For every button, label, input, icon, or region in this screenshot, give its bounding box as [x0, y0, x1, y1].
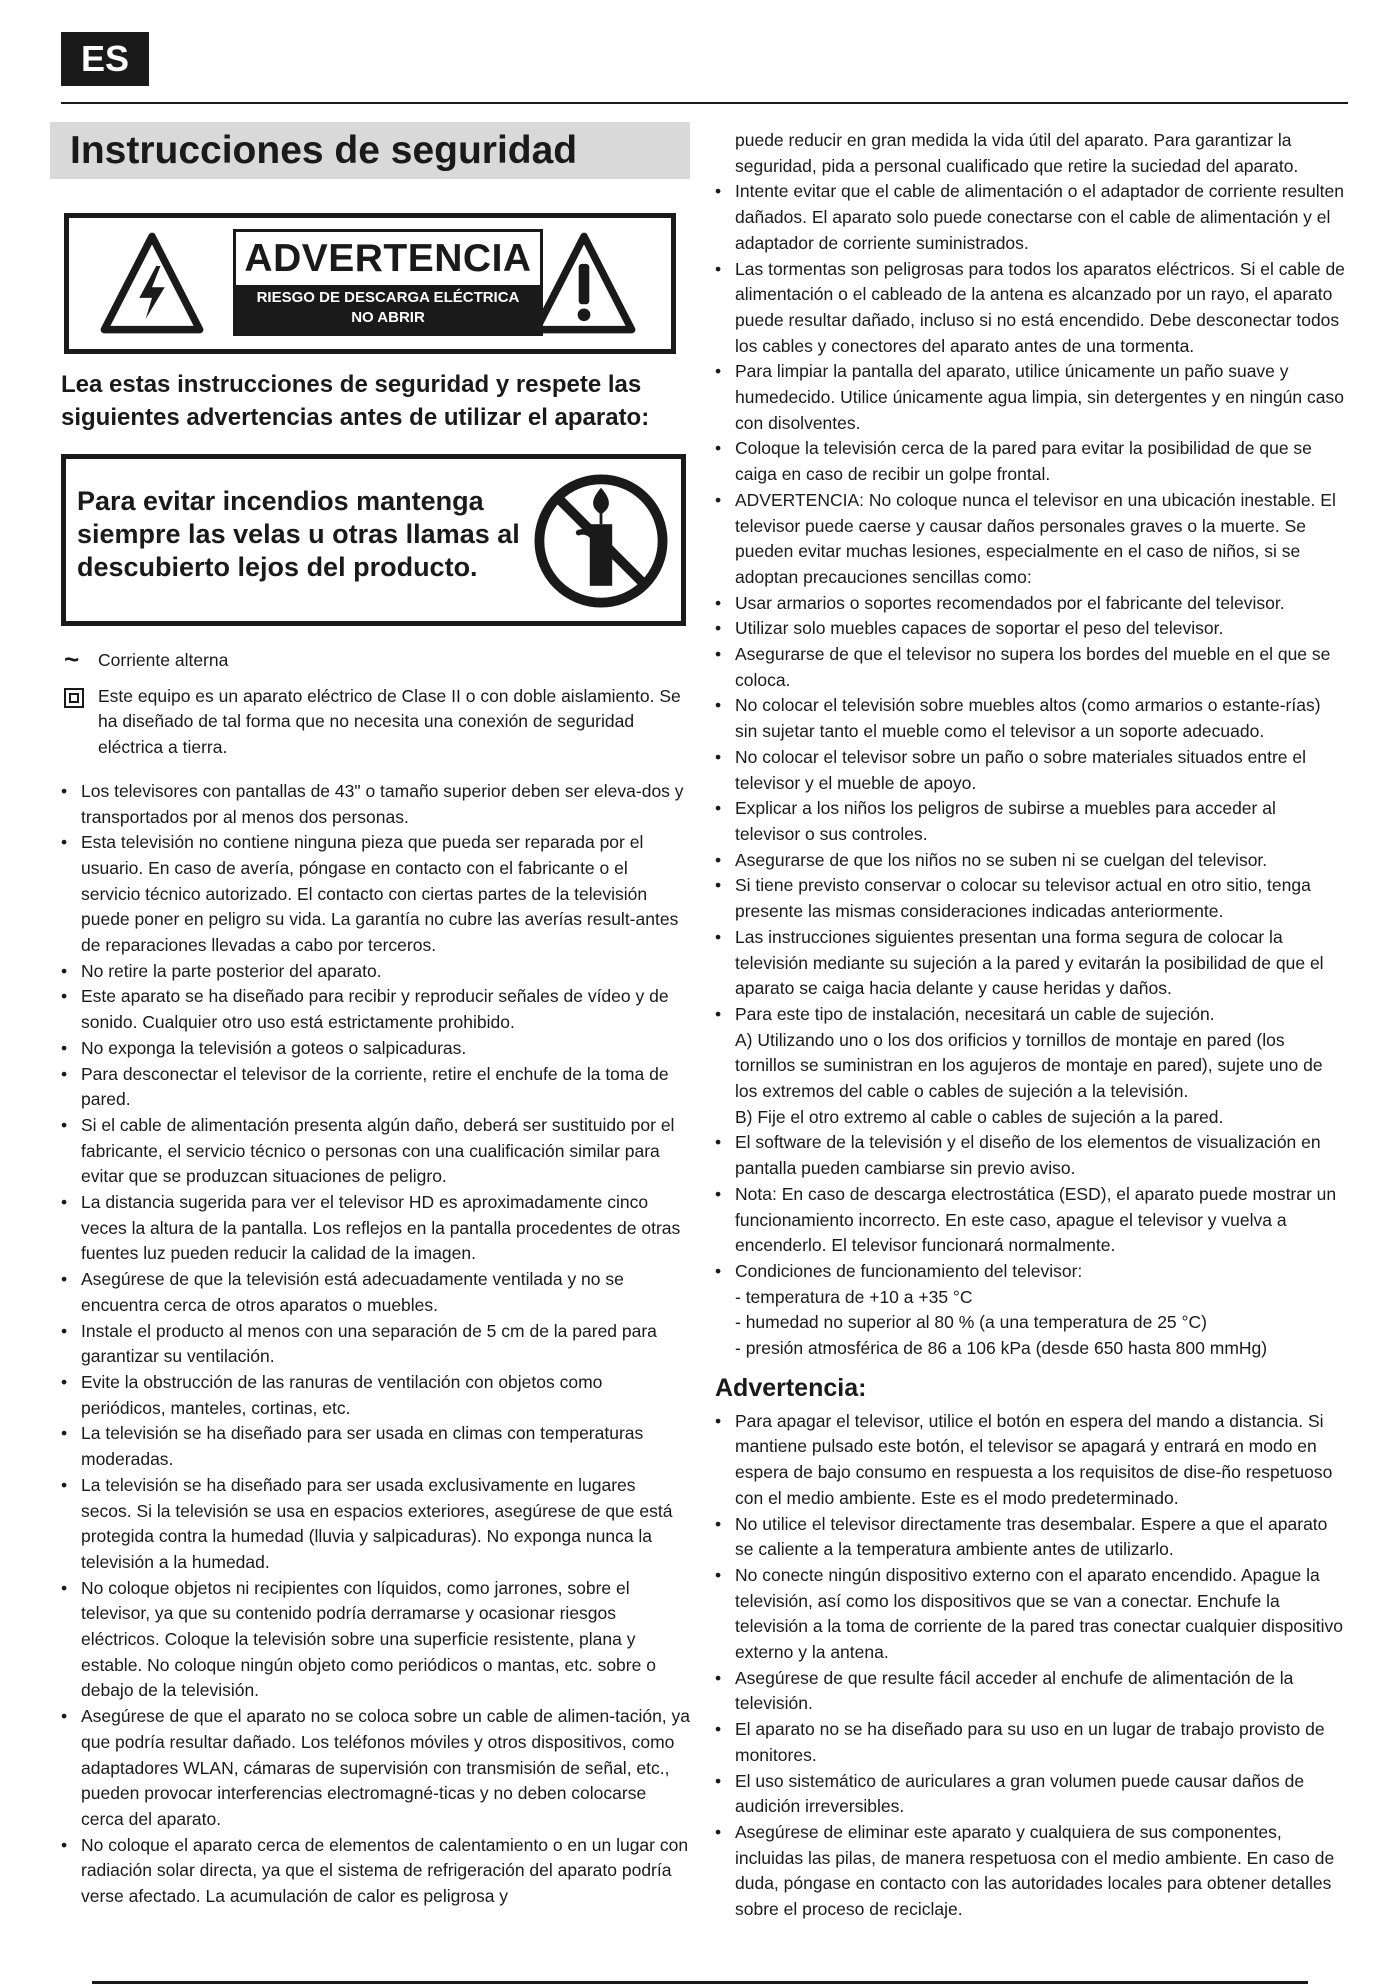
left-column: [50, 122, 690, 1910]
list-item: • Asegúrese de que resulte fácil acceder al enchufe de alimentación de la televisión.: [715, 1666, 1345, 1717]
list-item: • Para limpiar la pantalla del aparato, utilice únicamente un paño suave y humedecido. Utilice únicamente agua limpia, sin detergentes y en ningún caso con disolventes.: [715, 359, 1345, 436]
list-item: • No retire la parte posterior del aparato.: [61, 959, 690, 985]
list-item: • Asegurarse de que los niños no se suben ni se cuelgan del televisor.: [715, 848, 1345, 874]
conditions-list: [715, 1259, 1345, 1362]
list-item: • No colocar el televisor sobre un paño o sobre materiales situados entre el televisor y el mueble de apoyo.: [715, 745, 1345, 796]
class-ii-icon: [64, 688, 84, 708]
exclamation-icon: [531, 230, 637, 336]
conditions-intro: • Condiciones de funcionamiento del televisor:: [735, 1260, 1083, 1281]
alternating-current-icon: ~: [64, 644, 80, 674]
list-item: • El software de la televisión y el diseño de los elementos de visualización en pantalla pueden cambiarse sin previo aviso.: [715, 1130, 1345, 1181]
list-item: • Esta televisión no contiene ninguna pieza que pueda ser reparada por el usuario. En caso de avería, póngase en contacto con el fabricante o el servicio técnico autorizado. El contacto con ciertas partes de la televisión puede poner en peligro su vida. La garantía no cubre las averías result-antes de reparaciones llevadas a cabo por terceros.: [61, 830, 690, 959]
symbol-row-ac: [50, 644, 690, 676]
warning-subtext: [236, 285, 540, 333]
mount-list: [715, 1002, 1345, 1131]
list-item: • Explicar a los niños los peligros de subirse a muebles para acceder al televisor o sus controles.: [715, 796, 1345, 847]
list-item: • Asegurarse de que el televisor no supera los bordes del mueble en el que se coloca.: [715, 642, 1345, 693]
list-item: • No conecte ningún dispositivo externo con el aparato encendido. Apague la televisión, así como los dispositivos que se van a conectar. Enchufe la televisión a la toma de corriente de la pared tras conectar cualquier dispositivo externo y la antena.: [715, 1563, 1345, 1666]
warning-heading: ADVERTENCIA: [244, 237, 532, 280]
list-item: • Asegúrese de que el aparato no se coloca sobre un cable de alimen-tación, ya que podría resultar dañado. Los teléfonos móviles y otros dispositivos, como adaptadores WLAN, cámaras de supervisión con transmisión de señal, etc., pueden provocar interferencias electromagné-ticas y no deben colocarse cerca del aparato.: [61, 1704, 690, 1833]
list-item: • La distancia sugerida para ver el televisor HD es aproximadamente cinco veces la altura de la pantalla. Los reflejos en la pantalla procedentes de otras fuentes luz pueden reducir la calidad de la imagen.: [61, 1190, 690, 1267]
list-item: • Para apagar el televisor, utilice el botón en espera del mando a distancia. Si mantiene pulsado este botón, el televisor se apagará y entrará en modo en espera de bajo consumo en respuesta a los requisitos de dise-ño respetuoso con el medio ambiente. Este es el modo predeterminado.: [715, 1409, 1345, 1512]
page-title: Instrucciones de seguridad: [70, 128, 578, 172]
symbol-text-class-ii: Este equipo es un aparato eléctrico de Clase II o con doble aislamiento. Se ha diseñado de tal forma que no necesita una conexión de seguridad eléctrica a tierra.: [98, 685, 681, 758]
conditions-humidity: - humedad no superior al 80 % (a una temperatura de 25 °C): [735, 1312, 1207, 1333]
lead-text: Lea estas instrucciones de seguridad y respete las siguientes advertencias antes de utilizar el aparato:: [61, 371, 650, 431]
list-item: • No coloque el aparato cerca de elementos de calentamiento o en un lugar con radiación solar directa, ya que el sistema de refrigeración del aparato podría verse afectado. La acumulación de calor es peligrosa y: [61, 1833, 690, 1910]
list-item: • Este aparato se ha diseñado para recibir y reproducir señales de vídeo y de sonido. Cualquier otro uso está estrictamente prohibido.: [61, 984, 690, 1035]
left-bullet-list: [50, 779, 690, 1910]
advertencia-bullet-list: [715, 1409, 1345, 1923]
list-item: • Coloque la televisión cerca de la pared para evitar la posibilidad de que se caiga en caso de recibir un golpe frontal.: [715, 436, 1345, 487]
right-bullet-list: [715, 179, 1345, 1002]
list-item: • El uso sistemático de auriculares a gran volumen puede causar daños de audición irreversibles.: [715, 1769, 1345, 1820]
list-item: • No colocar el televisión sobre muebles altos (como armarios o estante-rías) sin sujetar tanto el mueble como el televisor a un soporte adecuado.: [715, 693, 1345, 744]
list-item: • Las instrucciones siguientes presentan una forma segura de colocar la televisión mediante su sujeción a la pared y evitarán la posibilidad de que el aparato se caiga hacia delante y cause heridas y daños.: [715, 925, 1345, 1002]
footer-rule: [92, 1981, 1308, 1984]
warning-line-2: NO ABRIR: [351, 309, 425, 326]
list-item: • Los televisores con pantallas de 43" o tamaño superior deben ser eleva-dos y transportados por al menos dos personas.: [61, 779, 690, 830]
list-item: • La televisión se ha diseñado para ser usada en climas con temperaturas moderadas.: [61, 1421, 690, 1472]
list-item: • El aparato no se ha diseñado para su uso en un lugar de trabajo provisto de monitores.: [715, 1717, 1345, 1768]
list-item: • Utilizar solo muebles capaces de soportar el peso del televisor.: [715, 616, 1345, 642]
list-item: • Asegúrese de eliminar este aparato y cualquiera de sus componentes, incluidas las pilas, de manera respetuosa con el medio ambiente. En caso de duda, póngase en contacto con las autoridades locales para obtener detalles sobre el proceso de reciclaje.: [715, 1820, 1345, 1923]
mount-step-b: B) Fije el otro extremo al cable o cables de sujeción a la pared.: [735, 1106, 1224, 1127]
list-item: • Las tormentas son peligrosas para todos los aparatos eléctricos. Si el cable de alimentación o el cableado de la antena es alcanzado por un rayo, el aparato puede resultar dañado, incluso si no está encendido. Debe desconectar todos los cables y conectores del aparato antes de una tormenta.: [715, 257, 1345, 360]
warning-label: [233, 229, 543, 336]
right-bullet-list-2: [715, 1130, 1345, 1259]
list-item: • Instale el producto al menos con una separación de 5 cm de la pared para garantizar su ventilación.: [61, 1319, 690, 1370]
list-item: • Si tiene previsto conservar o colocar su televisor actual en otro sitio, tenga presente las mismas consideraciones indicadas anteriormente.: [715, 873, 1345, 924]
fire-warning-box: [61, 454, 686, 626]
list-item: • No utilice el televisor directamente tras desembalar. Espere a que el aparato se caliente a la temperatura ambiente antes de utilizarlo.: [715, 1512, 1345, 1563]
list-item: • No exponga la televisión a goteos o salpicaduras.: [61, 1036, 690, 1062]
list-item: [715, 1259, 1345, 1362]
list-item: • No coloque objetos ni recipientes con líquidos, como jarrones, sobre el televisor, ya que su contenido podría derramarse y ocasionar riesgos eléctricos. Coloque la televisión sobre una superficie resistente, plana y estable. No coloque ningún objeto como periódicos o mantas, etc. sobre o debajo de la televisión.: [61, 1576, 690, 1705]
electric-shock-icon: [99, 230, 205, 336]
mount-step-a: A) Utilizando uno o los dos orificios y tornillos de montaje en pared (los tornillos se suministran en los agujeros de montaje en pared), sujete uno de los extremos del cable o cables de sujeción a la televisión.: [735, 1029, 1323, 1102]
symbol-row-class-ii: [50, 684, 690, 761]
title-bar: [50, 122, 690, 179]
list-item: • La televisión se ha diseñado para ser usada exclusivamente en lugares secos. Si la televisión se usa en espacios exteriores, asegúrese de que está protegida contra la humedad (lluvia y salpicaduras). No exponga nunca la televisión a la humedad.: [61, 1473, 690, 1576]
list-item: • ADVERTENCIA: No coloque nunca el televisor en una ubicación inestable. El televisor puede caerse y causar daños personales graves o la muerte. Se pueden evitar muchas lesiones, especialmente en el caso de niños, si se adoptan precauciones sencillas como:: [715, 488, 1345, 591]
mount-intro: • Para este tipo de instalación, necesitará un cable de sujeción.: [735, 1003, 1215, 1024]
header-rule: [61, 102, 1348, 104]
advertencia-heading: Advertencia:: [715, 1373, 867, 1402]
right-column: [715, 128, 1345, 1923]
conditions-pressure: - presión atmosférica de 86 a 106 kPa (desde 650 hasta 800 mmHg): [735, 1338, 1268, 1359]
list-item: • Asegúrese de que la televisión está adecuadamente ventilada y no se encuentra cerca de otros aparatos o muebles.: [61, 1267, 690, 1318]
list-item: • Usar armarios o soportes recomendados por el fabricante del televisor.: [715, 591, 1345, 617]
language-badge: ES: [61, 32, 149, 86]
list-item: • Intente evitar que el cable de alimentación o el adaptador de corriente resulten dañados. El aparato solo puede conectarse con el cable de alimentación y el adaptador de corriente suministrados.: [715, 179, 1345, 256]
symbol-text-ac: Corriente alterna: [98, 650, 229, 670]
list-item: [715, 1002, 1345, 1131]
no-open-flame-icon: [531, 471, 671, 611]
list-item: • Si el cable de alimentación presenta algún daño, deberá ser sustituido por el fabricante, el servicio técnico o personas con una cualificación similar para evitar que se produzcan situaciones de peligro.: [61, 1113, 690, 1190]
list-item: • Para desconectar el televisor de la corriente, retire el enchufe de la toma de pared.: [61, 1062, 690, 1113]
conditions-temp: - temperatura de +10 a +35 °C: [735, 1286, 973, 1307]
symbol-legend: [50, 644, 690, 761]
list-item: • Evite la obstrucción de las ranuras de ventilación con objetos como periódicos, manteles, cortinas, etc.: [61, 1370, 690, 1421]
continued-text: puede reducir en gran medida la vida útil del aparato. Para garantizar la seguridad, pida a personal cualificado que retire la suciedad del aparato.: [735, 130, 1299, 176]
fire-warning-text: Para evitar incendios mantenga siempre las velas u otras llamas al descubierto lejos del producto.: [77, 486, 520, 582]
electric-shock-warning-label: [64, 213, 676, 354]
list-item: • Nota: En caso de descarga electrostática (ESD), el aparato puede mostrar un funcionamiento incorrecto. En este caso, apague el televisor y vuelva a encenderlo. El televisor funcionará normalmente.: [715, 1182, 1345, 1259]
warning-line-1: RIESGO DE DESCARGA ELÉCTRICA: [256, 289, 520, 306]
